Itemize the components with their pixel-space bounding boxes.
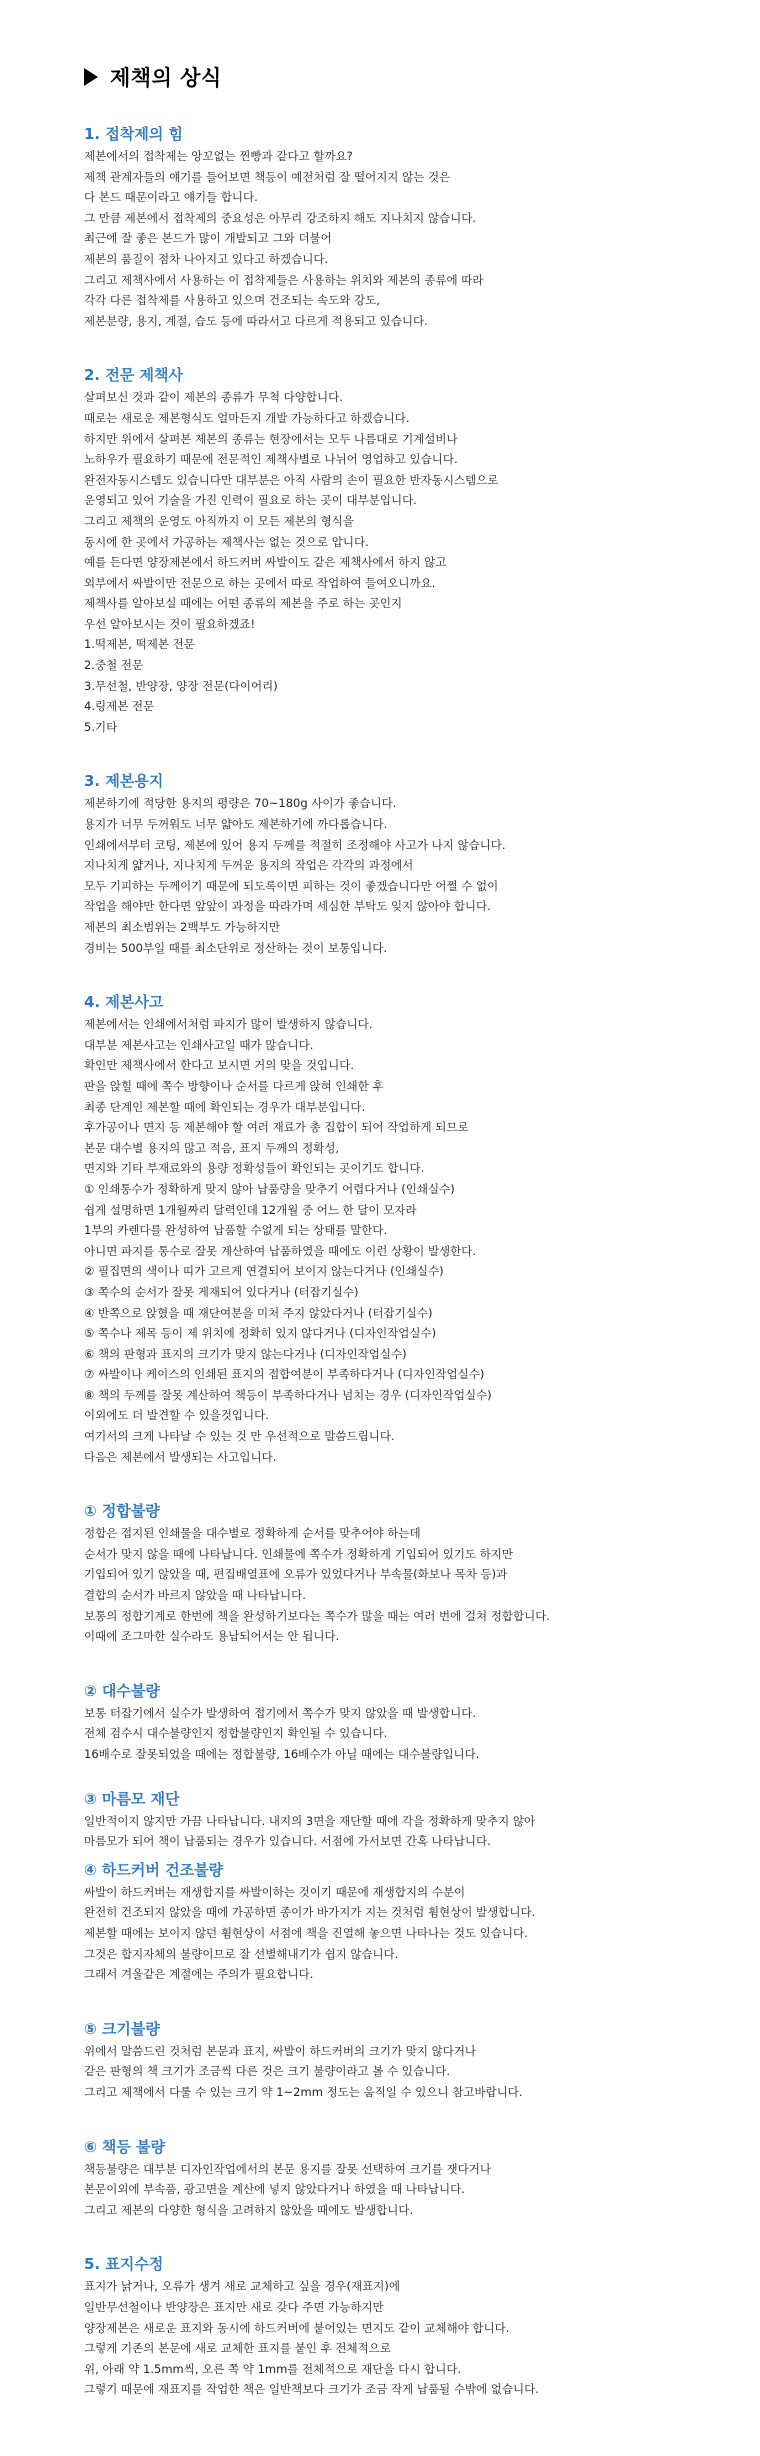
body-line: 인쇄에서부터 코팅, 제본에 있어 용지 두께를 적절히 조정해야 사고가 나지 않습니다. bbox=[84, 837, 506, 852]
section bbox=[84, 1499, 744, 1679]
body-line: 아니면 파지를 통수로 잘못 계산하여 납품하였을 때에도 이런 상황이 발생한다. bbox=[84, 1243, 477, 1258]
section-body bbox=[84, 1703, 744, 1765]
body-line: 책등불량은 대부분 디자인작업에서의 본문 용지를 잘못 선택하여 크기를 잿다거나 bbox=[84, 2161, 491, 2176]
body-line: 제본에서는 인쇄에서처럼 파지가 많이 발생하지 않습니다. bbox=[84, 1017, 373, 1032]
body-line: 순서가 맞지 않을 때에 나타납니다. 인쇄물에 쪽수가 정확하게 기입되어 있기도 하지만 bbox=[84, 1546, 514, 1561]
body-line: 본문 대수별 용지의 많고 적음, 표지 두께의 정확성, bbox=[84, 1140, 340, 1155]
triangle-bullet-icon bbox=[84, 68, 98, 86]
section-body bbox=[84, 1882, 744, 1985]
body-line: 운영되고 있어 기술을 가진 인력이 필요로 하는 곳이 대부분입니다. bbox=[84, 493, 417, 508]
section bbox=[84, 122, 744, 363]
section-heading: ② 대수불량 bbox=[84, 1681, 160, 1700]
section-heading: ⑥ 책등 불량 bbox=[84, 2137, 166, 2156]
section-body bbox=[84, 793, 744, 958]
section-heading: ④ 하드커버 건조불량 bbox=[84, 1860, 224, 1879]
body-line: 본문이외에 부속품, 광고면을 계산에 넣지 않았다거나 하였을 때 나타납니다. bbox=[84, 2182, 465, 2197]
body-line: 이때에 조그마한 실수라도 용납되어서는 안 됩니다. bbox=[84, 1629, 340, 1644]
body-line: 4.링제본 전문 bbox=[84, 699, 155, 714]
body-line: 1.떡제본, 떡제본 전문 bbox=[84, 637, 195, 652]
body-line: 제책사를 알아보실 때에는 어떤 종류의 제본을 주로 하는 곳인지 bbox=[84, 596, 403, 611]
section bbox=[84, 1858, 744, 2017]
section bbox=[84, 2252, 744, 2400]
body-line: ① 인쇄통수가 정확하게 맞지 않아 납품량을 맞추기 어렵다거나 (인쇄실수) bbox=[84, 1181, 455, 1196]
body-line: ⑤ 쪽수나 제목 등이 제 위치에 정확히 있지 않다거나 (디자인작업실수) bbox=[84, 1326, 437, 1341]
body-line: 용지가 너무 두꺼워도 너무 얇아도 제본하기에 까다롭습니다. bbox=[84, 817, 388, 832]
body-line: 양장제본은 새로운 표지와 동시에 하드커버에 붙어있는 면지도 같이 교체해야 합니다. bbox=[84, 2320, 510, 2335]
body-line: 노하우가 필요하기 때문에 전문적인 제책사별로 나뉘어 영업하고 있습니다. bbox=[84, 452, 458, 467]
body-line: 2.중철 전문 bbox=[84, 658, 144, 673]
body-line: 그리고 제책의 운영도 아직까지 이 모든 제본의 형식을 bbox=[84, 513, 354, 528]
body-line: 보통 터잡기에서 실수가 발생하여 접기에서 쪽수가 맞지 않았을 때 발생합니다. bbox=[84, 1705, 477, 1720]
body-line: 전체 검수시 대수불량인지 정합불량인지 확인될 수 있습니다. bbox=[84, 1726, 388, 1741]
body-line: 표지가 낡거나, 오류가 생겨 새로 교체하고 싶을 경우(재표지)에 bbox=[84, 2279, 400, 2294]
body-line: 보통의 정합기계로 한번에 책을 완성하기보다는 쪽수가 많을 때는 여러 번에 걸쳐 정합합니다. bbox=[84, 1608, 551, 1623]
body-line: 제본의 품질이 점차 나아지고 있다고 하겠습니다. bbox=[84, 251, 329, 266]
body-line: 최종 단계인 제본할 때에 확인되는 경우가 대부분입니다. bbox=[84, 1099, 366, 1114]
body-line: 외부에서 싸발이만 전문으로 하는 곳에서 따로 작업하여 들여오니까요. bbox=[84, 575, 436, 590]
section-heading: 5. 표지수정 bbox=[84, 2255, 164, 2274]
body-line: 완전자동시스템도 있습니다만 대부분은 아직 사람의 손이 필요한 반자동시스템으로 bbox=[84, 472, 499, 487]
body-line: 작업을 해야만 한다면 앞앞이 과정을 따라가며 세심한 부탁도 잊지 않아야 합니다. bbox=[84, 899, 491, 914]
body-line: 1부의 카렌다를 완성하여 납품할 수없게 되는 상태를 말한다. bbox=[84, 1223, 388, 1238]
body-line: 지나치게 얇거나, 지나치게 두꺼운 용지의 작업은 각각의 과정에서 bbox=[84, 858, 414, 873]
body-line: 그것은 합지자체의 불량이므로 잘 선별해내기가 쉽지 않습니다. bbox=[84, 1946, 399, 1961]
body-line: 확인만 제책사에서 한다고 보시면 거의 맞을 것입니다. bbox=[84, 1058, 354, 1073]
section-heading: 1. 접착제의 힘 bbox=[84, 125, 184, 143]
body-line: 그래서 겨울같은 계절에는 주의가 필요합니다. bbox=[84, 1967, 314, 1982]
section-heading: 2. 전문 제책사 bbox=[84, 366, 184, 385]
body-line: 그리고 제책사에서 사용하는 이 접착제들은 사용하는 위치와 제본의 종류에 따라 bbox=[84, 272, 484, 287]
body-line: ② 필집면의 색이나 띠가 고르게 연결되어 보이지 않는다거나 (인쇄실수) bbox=[84, 1264, 444, 1279]
body-line: 기입되어 있기 않았을 때, 편집배열표에 오류가 있었다거나 부속물(화보나 목차 등)과 bbox=[84, 1567, 508, 1582]
body-line: 그 만큼 제본에서 접착제의 중요성은 아무리 강조하지 해도 지나치지 않습니다. bbox=[84, 210, 477, 225]
body-line: 위, 아래 약 1.5mm씩, 오른 쪽 약 1mm를 전체적으로 재단을 다시 합니다. bbox=[84, 2361, 462, 2376]
body-line: 면지와 기타 부재료와의 용량 정확성들이 확인되는 곳이기도 합니다. bbox=[84, 1161, 425, 1176]
section-heading: 3. 제본용지 bbox=[84, 772, 164, 791]
section-body bbox=[84, 2159, 744, 2221]
body-line: 제본할 때에는 보이지 않던 휨현상이 서점에 책을 진열해 놓으면 나타나는 것도 있습니다. bbox=[84, 1925, 528, 1940]
body-line: 그리고 제책에서 다룰 수 있는 크기 약 1~2mm 정도는 움직일 수 있으니 참고바랍니다. bbox=[84, 2084, 523, 2099]
section-body bbox=[84, 387, 744, 737]
body-line: 3.무선철, 반양장, 양장 전문(다이어리) bbox=[84, 678, 278, 693]
body-line: 완전히 건조되지 않았을 때에 가공하면 종이가 바가지가 지는 것처럼 휨현상이 발생합니다. bbox=[84, 1905, 536, 1920]
section-body bbox=[84, 2276, 744, 2400]
sections-container bbox=[84, 122, 744, 2400]
body-line: 다음은 제본에서 발생되는 사고입니다. bbox=[84, 1449, 277, 1464]
body-line: 그리고 제본의 다양한 형식을 고려하지 않았을 때에도 발생합니다. bbox=[84, 2202, 414, 2217]
body-line: ③ 쪽수의 순서가 잘못 게재되어 있다거나 (터잡기실수) bbox=[84, 1284, 359, 1299]
body-line: 살펴보신 것과 같이 제본의 종류가 무척 다양합니다. bbox=[84, 390, 343, 405]
body-line: 일반무선철이나 반양장은 표지만 새로 갖다 주면 가능하지만 bbox=[84, 2299, 384, 2314]
section bbox=[84, 2017, 744, 2135]
body-line: 같은 판형의 책 크기가 조금씩 다른 것은 크기 불량이라고 볼 수 있습니다. bbox=[84, 2064, 451, 2079]
section-body bbox=[84, 2041, 744, 2103]
body-line: 동시에 한 곳에서 가공하는 제책사는 없는 것으로 압니다. bbox=[84, 534, 369, 549]
body-line: 제본분량, 용지, 계절, 습도 등에 따라서고 다르게 적용되고 있습니다. bbox=[84, 313, 428, 328]
body-line: 제본하기에 적당한 용지의 평량은 70~180g 사이가 좋습니다. bbox=[84, 796, 397, 811]
body-line: 하지만 위에서 살펴본 제본의 종류는 현장에서는 모두 나름대로 기계설비나 bbox=[84, 431, 458, 446]
body-line: 일반적이지 않지만 가끔 나타납니다. 내지의 3면을 재단할 때에 각을 정확하게 맞추지 않아 bbox=[84, 1813, 536, 1828]
body-line: 모두 기피하는 두께이기 때문에 되도록이면 피하는 것이 좋겠습니다만 어쩔 수 없이 bbox=[84, 878, 499, 893]
body-line: 예를 든다면 양장제본에서 하드커버 싸발이도 같은 제책사에서 하지 않고 bbox=[84, 555, 447, 570]
body-line: 각각 다른 접착제를 사용하고 있으며 건조되는 속도와 강도, bbox=[84, 293, 380, 308]
body-line: 후가공이나 면지 등 제본해야 할 여러 재료가 총 집합이 되어 작업하게 되므로 bbox=[84, 1120, 469, 1135]
page-title bbox=[84, 60, 744, 94]
body-line: 마름모가 되어 책이 납품되는 경우가 있습니다. 서점에 가서보면 간혹 나타납니다. bbox=[84, 1834, 491, 1849]
section-heading: ① 정합불량 bbox=[84, 1502, 160, 1521]
section-body bbox=[84, 1014, 744, 1467]
body-line: 쉽게 설명하면 1개월짜리 달력인데 12개월 중 어느 한 달이 모자라 bbox=[84, 1202, 417, 1217]
body-line: 16배수로 잘못되었을 때에는 정합불량, 16배수가 아닐 때에는 대수불량입니다. bbox=[84, 1747, 480, 1761]
document-body bbox=[84, 60, 744, 2400]
section bbox=[84, 769, 744, 990]
section-heading: 4. 제본사고 bbox=[84, 993, 164, 1012]
body-line: 그렇기 때문에 재표지를 작업한 책은 일반책보다 크기가 조금 작게 납품될 수밖에 없습니다. bbox=[84, 2382, 539, 2397]
body-line: 정합은 접지된 인쇄물을 대수별로 정확하게 순서를 맞추어야 하는데 bbox=[84, 1526, 421, 1541]
body-line: 5.기타 bbox=[84, 719, 118, 734]
section bbox=[84, 990, 744, 1499]
section-heading: ③ 마름모 재단 bbox=[84, 1789, 180, 1808]
body-line: 경비는 500부일 때를 최소단위로 정산하는 것이 보통입니다. bbox=[84, 940, 388, 955]
body-line: 여기서의 크게 나타날 수 있는 것 만 우선적으로 말씀드립니다. bbox=[84, 1429, 395, 1444]
body-line: 다 본드 때문이라고 얘기들 합니다. bbox=[84, 190, 258, 205]
body-line: 그렇게 기존의 본문에 새로 교체한 표지를 붙인 후 전체적으로 bbox=[84, 2341, 391, 2356]
body-line: 우선 알아보시는 것이 필요하겠죠! bbox=[84, 616, 256, 631]
body-line: 제본에서의 접착제는 앙꼬없는 찐빵과 같다고 할까요? bbox=[84, 149, 353, 163]
section-body bbox=[84, 1523, 744, 1647]
section bbox=[84, 363, 744, 769]
body-line: ⑦ 싸발이나 케이스의 인쇄된 표지의 접합여분이 부족하다거나 (디자인작업실수) bbox=[84, 1367, 485, 1382]
body-line: 최근에 잘 좋은 본드가 많이 개발되고 그와 더불어 bbox=[84, 231, 332, 246]
section-body bbox=[84, 1811, 744, 1852]
body-line: 이외에도 더 발견할 수 있을것입니다. bbox=[84, 1408, 269, 1423]
page-title-text: 제책의 상식 bbox=[110, 66, 222, 90]
section bbox=[84, 2135, 744, 2253]
body-line: ⑧ 책의 두께를 잘못 계산하여 책등이 부족하다거나 넘치는 경우 (디자인작업실수) bbox=[84, 1387, 492, 1402]
section bbox=[84, 1787, 744, 1858]
body-line: 결합의 순서가 바르지 않았을 때 나타납니다. bbox=[84, 1588, 306, 1603]
body-line: ⑥ 책의 판형과 표지의 크기가 맞지 않는다거나 (디자인작업실수) bbox=[84, 1346, 407, 1361]
body-line: 위에서 말씀드린 것처럼 본문과 표지, 싸발이 하드커버의 크기가 맞지 않다거나 bbox=[84, 2043, 477, 2058]
body-line: 제본의 최소범위는 2백부도 가능하지만 bbox=[84, 920, 281, 934]
body-line: 싸발이 하드커버는 재생합지를 싸발이하는 것이기 때문에 재생합지의 수분이 bbox=[84, 1884, 466, 1899]
body-line: 대부분 제본사고는 인쇄사고일 때가 많습니다. bbox=[84, 1037, 314, 1052]
section-heading: ⑤ 크기불량 bbox=[84, 2019, 160, 2038]
body-line: ④ 반쪽으로 앉혔을 때 재단여분을 미처 주지 않았다거나 (터잡기실수) bbox=[84, 1305, 433, 1320]
section-body bbox=[84, 146, 744, 331]
body-line: 판을 앉힐 때에 쪽수 방향이나 순서를 다르게 앉혀 인쇄한 후 bbox=[84, 1078, 384, 1093]
section bbox=[84, 1679, 744, 1787]
body-line: 때로는 새로운 제본형식도 얼마든지 개발 가능하다고 하겠습니다. bbox=[84, 410, 410, 425]
body-line: 제책 관계자들의 얘기를 들어보면 책등이 예전처럼 잘 떨어지지 않는 것은 bbox=[84, 169, 451, 184]
